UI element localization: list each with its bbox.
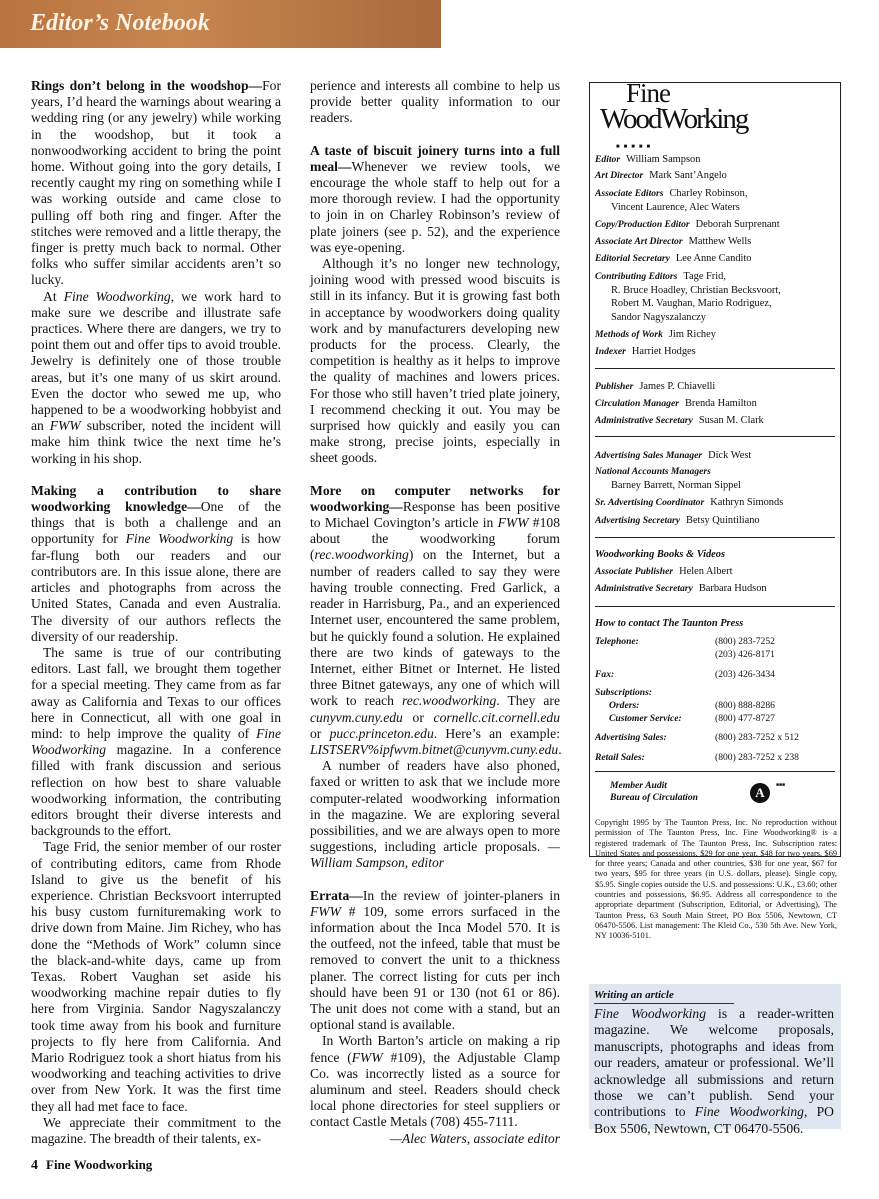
masthead-entry: Contributing Editors Tage Frid, R. Bruce Hoadley, Christian Becksvoort, Robert M. Vaughan, Mario Rodriguez, Sandor Nagyszalanczy xyxy=(595,271,781,323)
paragraph: Making a contribution to share woodworking knowledge—One of the things that is both a challenge and an opportunity for Fine Woodworking is how far-flung both our readers and our contributors are. In this issue alone, there are articles and photographs from across the United States, Canada and even Australia. The diversity of our authors reflects the diversity of our readership. xyxy=(31,482,281,644)
subhead: Errata— xyxy=(310,887,363,903)
divider xyxy=(595,368,835,369)
masthead-entry: Indexer Harriet Hodges xyxy=(595,346,696,357)
masthead-entry: Art Director Mark Sant’Angelo xyxy=(595,170,727,181)
box-body: Fine Woodworking is a reader-written magazine. We welcome proposals, manuscripts, photographs and ideas from our readers, amateur or professional. We’ll acknowledge all submissions and return those we can’t publish. Send your contributions to Fine Woodworking, PO Box 5506, Newtown, CT 06470-5506. xyxy=(594,1006,834,1136)
paragraph: In Worth Barton’s article on making a rip fence (FWW #109), the Adjustable Clamp Co. was incorrectly listed as a source for aluminum and steel. Readers should check local phone directories for steel suppliers or contact Castle Metals (708) 455-7111. xyxy=(310,1033,560,1130)
masthead-section-title: Woodworking Books & Videos xyxy=(595,549,726,560)
page-footer xyxy=(31,1157,152,1174)
masthead-entry: Circulation Manager Brenda Hamilton xyxy=(595,398,757,409)
masthead-entry: Associate Editors Charley Robinson, Vincent Laurence, Alec Waters xyxy=(595,188,748,213)
paragraph: Tage Frid, the senior member of our roster of contributing editors, came from Rhode Island to give us the benefit of his experience. Christian Becksvoort interrupted his busy custom furnituremaking work to drive down from Maine. Jim Richey, who has done the “Methods of Work” column since the black-and-white days, came up from Texas. Robert Vaughan set aside his woodworking machine repair duties to fly here from Virginia. Sandor Nagyszalanczy took time away from his book and furniture projects to fly here from California. And Mario Rodriguez took a short hiatus from his woodworking and teaching activities to drive over from New York. It was the first time they all had met face to face. xyxy=(31,839,281,1114)
divider xyxy=(595,537,835,538)
section-title: Editor’s Notebook xyxy=(30,10,210,36)
magazine-logo: Fine WoodWorking ■■■■■ xyxy=(600,78,748,150)
masthead-entry: Associate Publisher Helen Albert xyxy=(595,566,733,577)
paragraph: At Fine Woodworking, we work hard to make sure we describe and illustrate safe practices. Where there are dangers, we try to point them out and offer tips to avoid trouble. Jewelry is definitely one of those trouble areas, but it’s one many of us skirt around. Even the doctor who sewed me up, who happened to be a woodworking hobbyist and an FWW subscriber, noted the incident will make him think twice the next time he’s working in his shop. xyxy=(31,288,281,466)
paragraph: More on computer networks for woodworking—Response has been positive to Michael Covington’s article in FWW #108 about the woodworking forum (rec.woodworking) on the Internet, but a number of readers called to say they were having trouble connecting. Fred Garlick, a reader in Harrisburg, Pa., and an experienced Internet user, encountered the same problem, but he quickly found a solution. He explained there are two kinds of gateways to the Internet, either Bitnet or Internet. He listed three Bitnet gateways, any one of which will work to reach rec.woodworking. They are cunyvm.cuny.edu or cornellc.cit.cornell.edu or pucc.princeton.edu. Here’s an example: LISTSERV%ipfwvm.bitnet@cunyvm.cuny.edu. xyxy=(310,482,562,757)
masthead-entry: National Accounts Managers Barney Barrett, Norman Sippel xyxy=(595,466,741,491)
audit-label: Member Audit Bureau of Circulation xyxy=(610,780,698,803)
footer-title: Fine Woodworking xyxy=(46,1157,153,1172)
writing-article-box xyxy=(589,984,841,1136)
subhead: A taste of biscuit joinery turns into a full meal— xyxy=(310,142,560,174)
abc-logo-icon: A xyxy=(750,783,770,803)
divider xyxy=(595,436,835,437)
divider xyxy=(594,1003,734,1004)
contact-title: How to contact The Taunton Press xyxy=(595,618,744,629)
masthead-entry: Sr. Advertising Coordinator Kathryn Simonds xyxy=(595,497,784,508)
divider xyxy=(595,606,835,607)
masthead-entry: Copy/Production Editor Deborah Surprenant xyxy=(595,219,780,230)
masthead-entry: Associate Art Director Matthew Wells xyxy=(595,236,752,247)
masthead-entry: Editorial Secretary Lee Anne Candito xyxy=(595,253,752,264)
abc-logo-text: ■■■ xyxy=(776,783,786,788)
subhead: Making a contribution to share woodworking knowledge— xyxy=(31,482,281,515)
copyright-notice: Copyright 1995 by The Taunton Press, Inc. No reproduction without permission of The Taunton Press, Inc. Fine Woodworking® is a registered trademark of The Taunton Press, Inc. Subscription rates: United States and possessions, $29 for one year, $48 for two years, $69 for three years; Canada and other countries, $38 for one year, $67 for two years, $95 for three years (in U.S. dollars, please). Single copy, $5.95. Single copies outside the U.S. and possessions: U.K., £3.60; other countries and possessions, $6.95. Address all correspondence to the appropriate department (Subscription, Editorial, or Advertising), The Taunton Press, 63 South Main Street, PO Box 5506, Newtown, CT 06470-5506. List management: The Kleid Co., 530 5th Ave. New York, NY 10036-5101. xyxy=(595,818,837,941)
masthead-entry: Publisher James P. Chiavelli xyxy=(595,381,716,392)
masthead-entry: Administrative Secretary Susan M. Clark xyxy=(595,415,764,426)
paragraph: Errata—In the review of jointer-planers in FWW # 109, some errors surfaced in the information about the Inca Model 570. It is the outfeed, not the infeed, table that must be removed to convert the unit to a thickness planer. The correct listing for cuts per inch should have been 91 or 130 (not 61 or 86). The unit does not come with a stand, but an optional stand is available. xyxy=(310,887,560,1033)
paragraph: perience and interests all combine to help us provide better quality information to our readers. xyxy=(310,78,560,126)
section-banner xyxy=(0,0,441,48)
article-column-left xyxy=(31,78,281,1147)
page-number: 4 xyxy=(31,1158,38,1173)
masthead-entry: Methods of Work Jim Richey xyxy=(595,329,716,340)
paragraph: We appreciate their commitment to the magazine. The breadth of their talents, ex- xyxy=(31,1114,281,1146)
signature: —Alec Waters, associate editor xyxy=(389,1130,560,1146)
paragraph: A number of readers have also phoned, faxed or written to ask that we include more computer-related woodworking information in the magazine. We are exploring several possibilities, and we are always open to more suggestions, including article proposals. —William Sampson, editor xyxy=(310,758,560,871)
subhead: More on computer networks for woodworking— xyxy=(310,482,560,514)
divider xyxy=(595,771,835,772)
masthead-entry: Advertising Secretary Betsy Quintiliano xyxy=(595,515,760,526)
paragraph: A taste of biscuit joinery turns into a full meal—Whenever we review tools, we encourage the whole staff to help out for a more thorough review. I had the opportunity to join in on Charley Robinson’s review of plate joiners (see p. 52), and the experience was eye-opening. xyxy=(310,142,560,255)
masthead-box: Fine WoodWorking ■■■■■ Editor William Sampson Art Director Mark Sant’Angelo Associate Editors Charley Robinson, Vincent Laurence, Alec Waters Copy/Production Editor Deborah Surprenant Associate Art Director Matthew Wells Editorial Secretary Lee Anne Candito Contributing Editors Tage Frid, R. Bruce Hoadley, Christian Becksvoort, Robert M. Vaughan, Mario Rodriguez, Sandor Nagyszalanczy Methods of Work Jim Richey Indexer Harriet Hodges Publisher James P. Chiavelli Circulation Manager Brenda Hamilton Administrative Secretary Susan M. Clark Advertising Sales Manager Dick West National Accounts Managers Barney Barrett, Norman Sippel Sr. Advertising Coordinator Kathryn Simonds Advertising Secretary Betsy Quintiliano Woodworking Books & Videos Associate Publisher Helen Albert Administrative Secretary Barbara Hudson How to contact The Taunton Press Telephone: (800) 283-7252 (203) 426-8171 Fax: (203) 426-3434 Subscriptions: Orders: (800) 888-8286 Customer Service: (800) 477-8727 Advertising Sales: (800) 283-7252 x 512 Retail Sales: (800) 283-7252 x 238 Member Audit Bureau of Circulation A ■■■ Copyright 1995 by The Taunton Press, Inc. No reproduction without permission of The Taunton Press, Inc. Fine Woodworking® is a registered trademark of The Taunton Press, Inc. Subscription rates: United States and possessions, $29 for one year, $48 for two years, $69 for three years; Canada and other countries, $38 for one year, $67 for two years, $95 for three years (in U.S. dollars, please). Single copy, $5.95. Single copies outside the U.S. and possessions: U.K., £3.60; other countries and possessions, $6.95. Address all correspondence to the appropriate department (Subscription, Editorial, or Advertising), The Taunton Press, 63 South Main Street, PO Box 5506, Newtown, CT 06470-5506. List management: The Kleid Co., 530 5th Ave. New York, NY 10036-5101. xyxy=(589,82,841,857)
masthead-entry: Administrative Secretary Barbara Hudson xyxy=(595,583,767,594)
box-title: Writing an article xyxy=(594,989,674,1001)
paragraph: The same is true of our contributing editors. Last fall, we brought them together for a special meeting. They came from as far away as California and Texas to our offices here in Connecticut, all with one goal in mind: to help improve the quality of Fine Woodworking magazine. In a conference filled with frank discussion and serious reflection on how best to share valuable woodworking information, the contributing editors brought their diverse interests and backgrounds to the effort. xyxy=(31,644,281,839)
subhead: Rings don’t belong in the woodshop— xyxy=(31,78,263,93)
masthead-entry: Advertising Sales Manager Dick West xyxy=(595,450,752,461)
paragraph: Although it’s no longer new technology, joining wood with pressed wood biscuits is still in its infancy. But it is growing fast both in acceptance by woodworkers doing quality work and by manufacturers developing new products for the process. Clearly, the competition is healthy as it helps to improve the quality of machines and lowers prices. For those who still haven’t tried plate joinery, I recommend checking it out. You may be surprised how quickly and easily you can make strong, precise joints, especially in sheet goods. xyxy=(310,256,560,466)
signature: —William Sampson, editor xyxy=(310,839,560,871)
article-column-middle xyxy=(310,78,560,1147)
masthead-entry: Editor William Sampson xyxy=(595,154,701,165)
paragraph: Rings don’t belong in the woodshop—For years, I’d heard the warnings about wearing a wedding ring (or any jewelry) while working in the woodshop, but it took a nonwoodworking accident to bring the point home. Without going into the gory details, I recently caught my ring on something while I was working outside and came close to pulling off both ring and finger. After the stitches were removed and a little therapy, the finger is pretty much back to normal. Other folks who suffer similar accidents aren’t so lucky. xyxy=(31,78,281,288)
